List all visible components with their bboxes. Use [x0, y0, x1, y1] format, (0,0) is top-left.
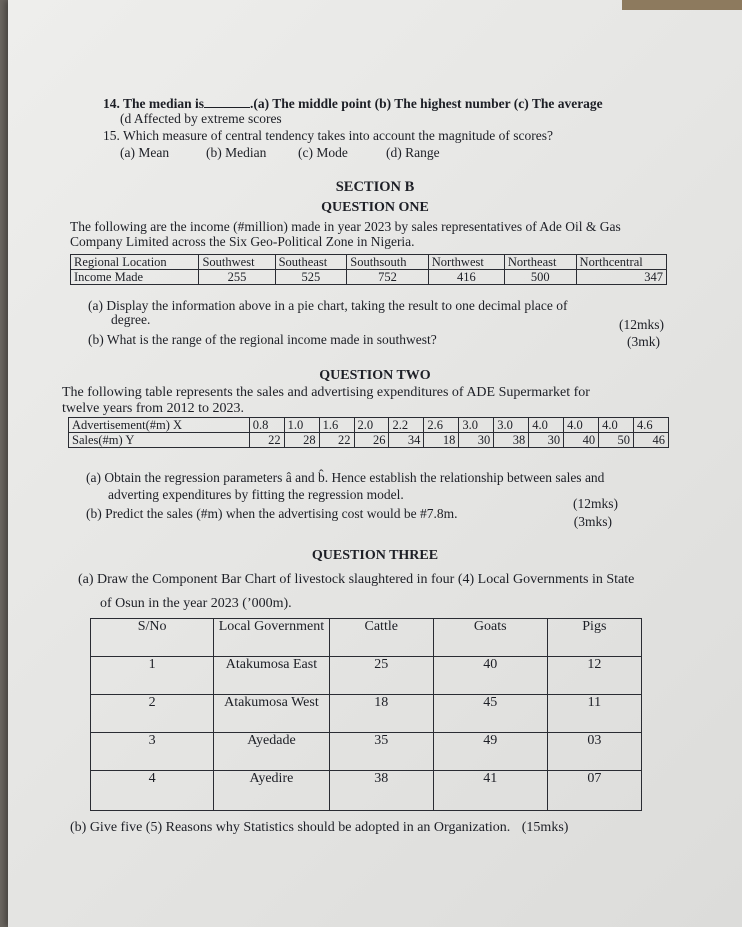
q14-option-d: (d Affected by extreme scores — [120, 111, 282, 126]
question-two-heading: QUESTION TWO — [319, 368, 431, 383]
table-cell: 0.8 — [249, 418, 284, 433]
table-cell: Local Government — [214, 619, 329, 657]
table-row — [91, 771, 642, 811]
q2-part-b-marks: (3mks) — [573, 514, 612, 529]
q2-part-a-line1: (a) Obtain the regression parameters â and b̂. Hence establish the relationship between sales and — [86, 470, 605, 485]
table-cell: Ayedire — [214, 771, 329, 811]
table-cell: 41 — [433, 771, 547, 811]
q3-part-b — [70, 820, 568, 835]
table-cell: Southeast — [275, 255, 347, 270]
table-cell: Northwest — [428, 255, 504, 270]
table-cell: 03 — [547, 733, 641, 771]
table-cell: 22 — [319, 433, 354, 448]
table-cell: 2.6 — [424, 418, 459, 433]
q2-part-a-marks: (12mks) — [573, 496, 618, 511]
table-cell: 40 — [433, 657, 547, 695]
table-cell: 3.0 — [459, 418, 494, 433]
table-cell: 28 — [284, 433, 319, 448]
question-one-heading: QUESTION ONE — [321, 200, 429, 215]
exam-sheet — [8, 0, 742, 927]
table-cell: 1.6 — [319, 418, 354, 433]
table-cell: Southwest — [199, 255, 275, 270]
table-row — [69, 418, 669, 433]
livestock-table — [90, 618, 642, 811]
answer-blank — [204, 96, 250, 108]
table-cell: Northcentral — [576, 255, 666, 270]
q1-part-a-line1: (a) Display the information above in a pie chart, taking the result to one decimal place of — [88, 298, 568, 313]
table-cell: 45 — [433, 695, 547, 733]
q15-option-d: (d) Range — [386, 145, 440, 160]
q3-part-b-text: (b) Give five (5) Reasons why Statistics should be adopted in an Organization. — [70, 820, 511, 835]
table-cell: 255 — [199, 270, 275, 285]
table-cell: 12 — [547, 657, 641, 695]
table-row — [91, 733, 642, 771]
table-cell: 500 — [504, 270, 576, 285]
q2-part-b: (b) Predict the sales (#m) when the advertising cost would be #7.8m. — [86, 506, 458, 521]
table-cell: Southsouth — [347, 255, 429, 270]
table-cell: Pigs — [547, 619, 641, 657]
table-cell: 2.0 — [354, 418, 389, 433]
table-cell: Atakumosa East — [214, 657, 329, 695]
q15-option-b: (b) Median — [206, 145, 267, 160]
table-cell: Cattle — [329, 619, 433, 657]
table-cell: Atakumosa West — [214, 695, 329, 733]
income-table — [70, 254, 667, 285]
table-cell: 30 — [529, 433, 564, 448]
table-cell: 2 — [91, 695, 214, 733]
q1-part-a-line2: degree. — [111, 312, 151, 327]
table-cell: 1 — [91, 657, 214, 695]
table-cell: S/No — [91, 619, 214, 657]
q15-option-a: (a) Mean — [120, 145, 170, 160]
table-cell: 07 — [547, 771, 641, 811]
table-cell: 3.0 — [494, 418, 529, 433]
table-cell: 347 — [576, 270, 666, 285]
table-cell: 38 — [329, 771, 433, 811]
table-row — [71, 270, 667, 285]
question-14 — [103, 96, 603, 111]
table-cell: 416 — [428, 270, 504, 285]
q2-part-a-line2: adverting expenditures by fitting the regression model. — [108, 487, 404, 502]
table-row — [69, 433, 669, 448]
table-cell: 35 — [329, 733, 433, 771]
table-cell: 22 — [249, 433, 284, 448]
table-cell: 34 — [389, 433, 424, 448]
table-row — [91, 657, 642, 695]
table-cell: Northeast — [504, 255, 576, 270]
table-cell: Advertisement(#m) X — [69, 418, 250, 433]
q15-option-c: (c) Mode — [298, 145, 348, 160]
q3-part-a-line2: of Osun in the year 2023 (’000m). — [100, 596, 292, 611]
table-cell: 4.0 — [599, 418, 634, 433]
table-cell: Regional Location — [71, 255, 199, 270]
table-cell: 2.2 — [389, 418, 424, 433]
table-cell: 4.0 — [564, 418, 599, 433]
question-three-heading: QUESTION THREE — [311, 548, 439, 563]
table-cell: Income Made — [71, 270, 199, 285]
table-cell: 40 — [564, 433, 599, 448]
table-cell: 11 — [547, 695, 641, 733]
section-b-heading: SECTION B — [335, 179, 415, 195]
q3-part-a-line1: (a) Draw the Component Bar Chart of livestock slaughtered in four (4) Local Governments in State — [78, 572, 635, 587]
table-cell: 25 — [329, 657, 433, 695]
table-cell: 26 — [354, 433, 389, 448]
table-cell: 1.0 — [284, 418, 319, 433]
table-cell: Sales(#m) Y — [69, 433, 250, 448]
q1-part-b-marks: (3mk) — [627, 334, 660, 349]
table-cell: 4.0 — [529, 418, 564, 433]
table-cell: 3 — [91, 733, 214, 771]
table-cell: Goats — [433, 619, 547, 657]
table-cell: 18 — [424, 433, 459, 448]
table-row — [71, 255, 667, 270]
table-cell: 50 — [599, 433, 634, 448]
sales-advertising-table — [68, 417, 669, 448]
q1-part-a-marks: (12mks) — [619, 317, 664, 332]
q2-intro-line1: The following table represents the sales and advertising expenditures of ADE Supermarket for — [62, 385, 590, 400]
q1-intro-line1: The following are the income (#million) made in year 2023 by sales representatives of Ade Oil & Gas — [70, 219, 621, 234]
table-cell: 49 — [433, 733, 547, 771]
q2-intro-line2: twelve years from 2012 to 2023. — [62, 401, 244, 416]
table-cell: 525 — [275, 270, 347, 285]
table-cell: Ayedade — [214, 733, 329, 771]
table-cell: 4 — [91, 771, 214, 811]
table-row — [91, 619, 642, 657]
q1-part-b: (b) What is the range of the regional income made in southwest? — [88, 332, 437, 347]
q1-intro-line2: Company Limited across the Six Geo-Political Zone in Nigeria. — [70, 234, 415, 249]
table-cell: 18 — [329, 695, 433, 733]
table-cell: 752 — [347, 270, 429, 285]
q14-prefix: 14. The median is — [103, 96, 205, 111]
q3-part-b-marks: (15mks) — [521, 820, 569, 835]
q14-suffix: .(a) The middle point (b) The highest number (c) The average — [250, 96, 603, 111]
question-15: 15. Which measure of central tendency takes into account the magnitude of scores? — [103, 128, 553, 143]
table-cell: 30 — [459, 433, 494, 448]
table-cell: 4.6 — [634, 418, 669, 433]
table-cell: 46 — [634, 433, 669, 448]
background-corner — [622, 0, 742, 10]
table-cell: 38 — [494, 433, 529, 448]
table-row — [91, 695, 642, 733]
